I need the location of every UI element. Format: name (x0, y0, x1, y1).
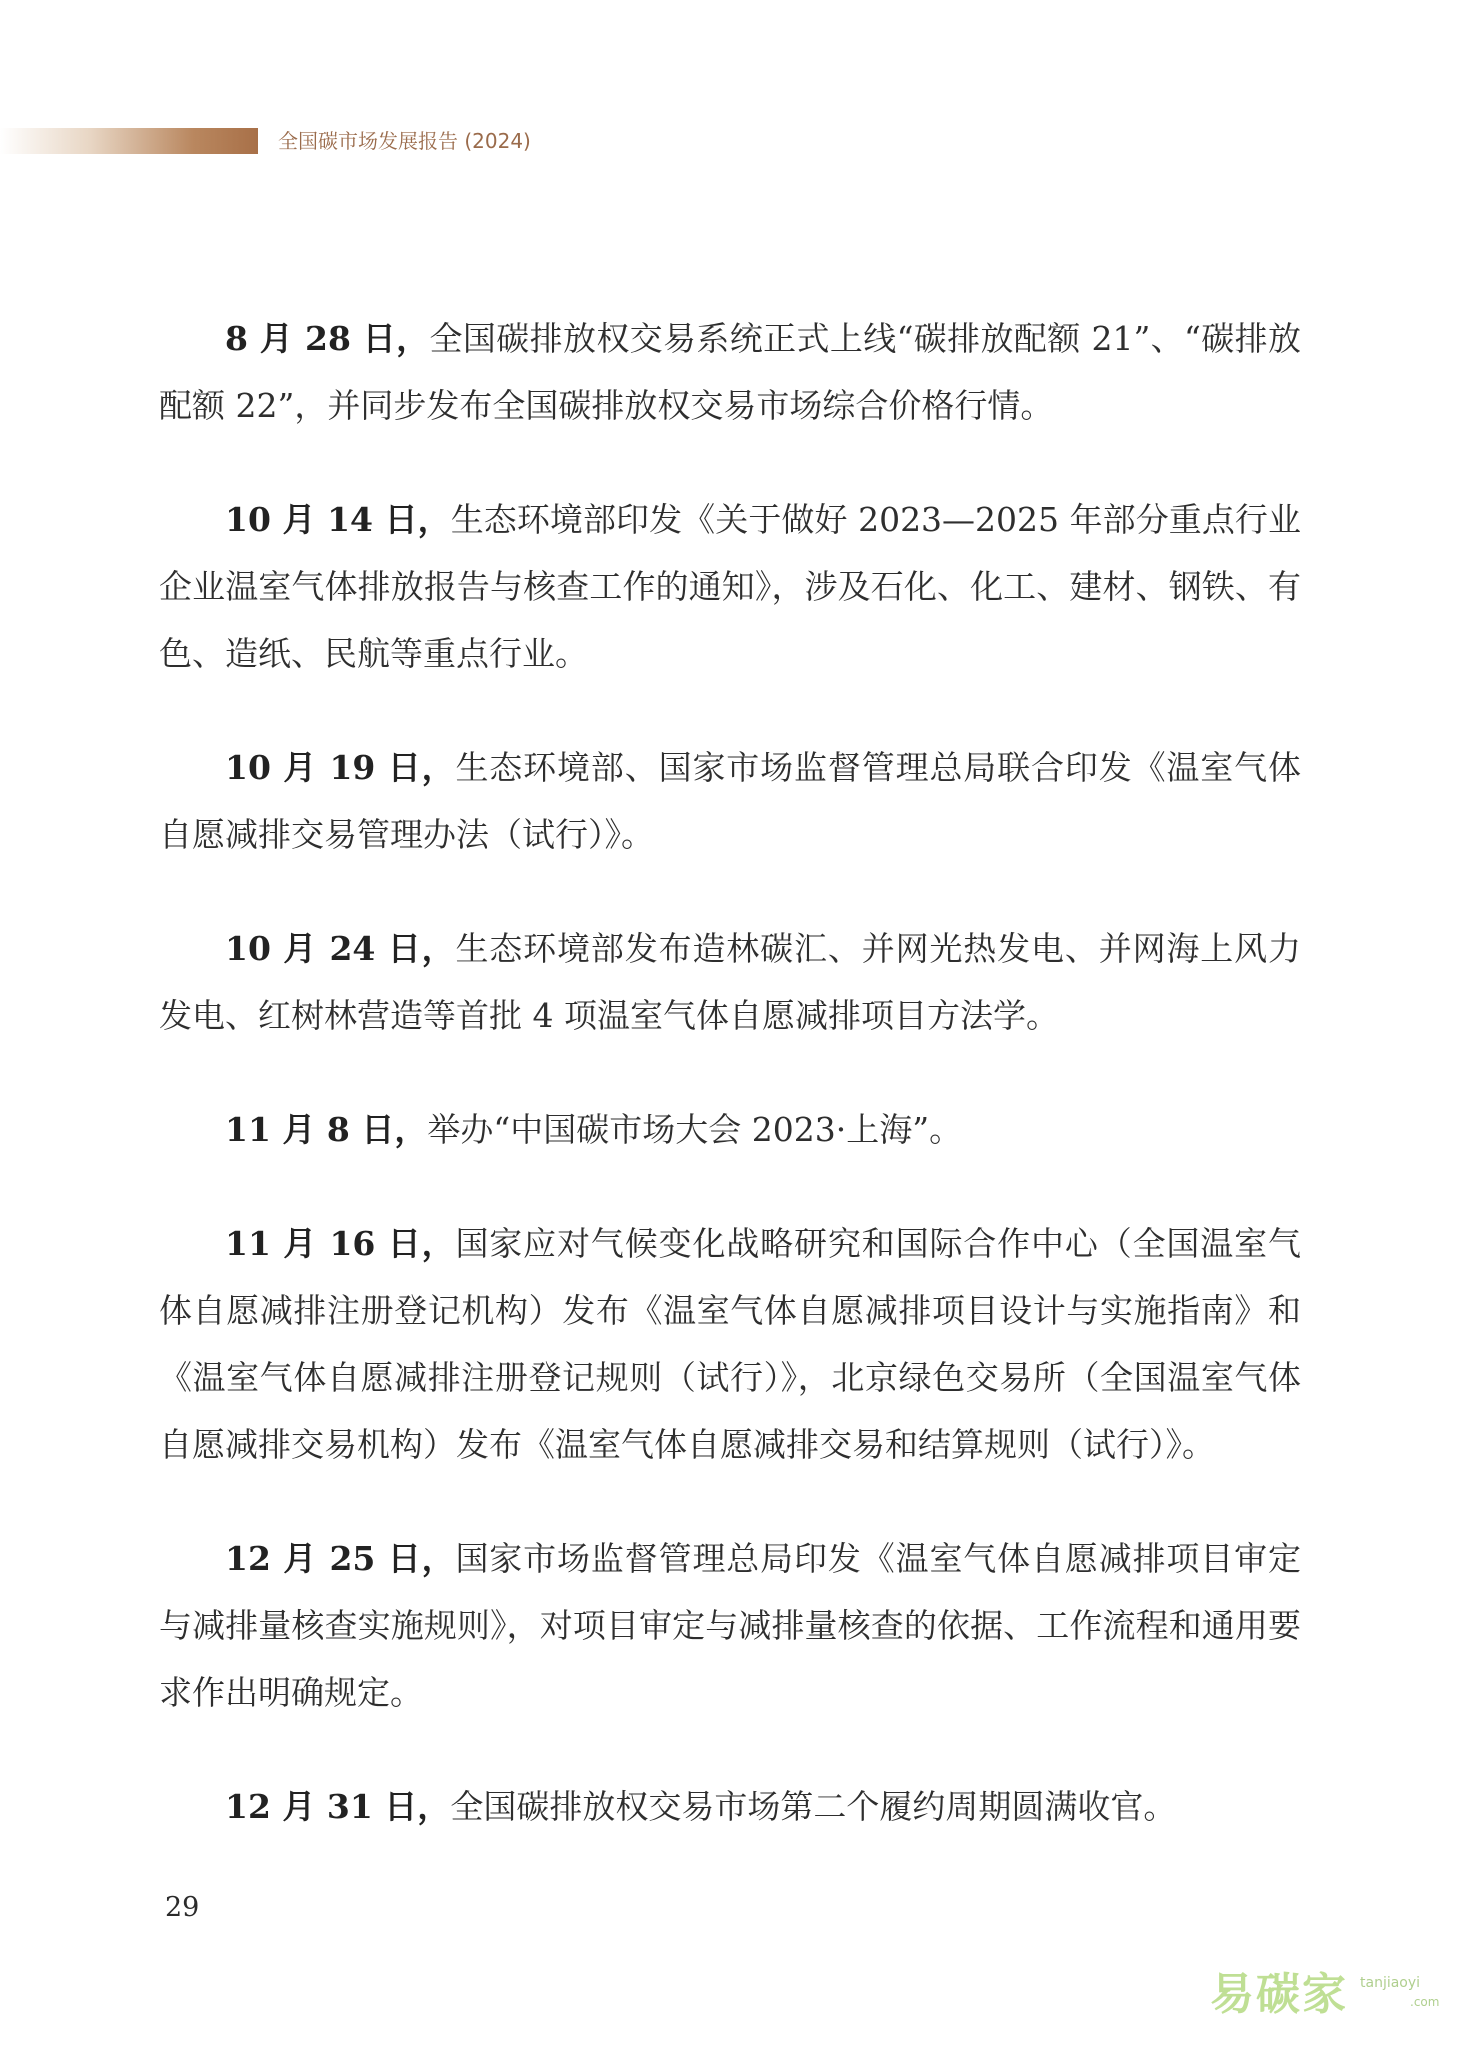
chronology-entry (159, 915, 1301, 1049)
entry-date: 12 月 25 日， (225, 1539, 456, 1578)
entry-date: 11 月 8 日， (225, 1110, 428, 1149)
watermark-domain: tanjiaoyi (1360, 1975, 1421, 1991)
chronology-entry (159, 486, 1301, 687)
entry-date: 10 月 24 日， (225, 929, 456, 968)
chronology-entry (159, 734, 1301, 868)
watermark-tld: .com (1410, 1995, 1440, 2009)
page-number: 29 (165, 1892, 200, 1923)
entry-text: 生态环境部、国家市场监督管理总局联合印发《温室气体自愿减排交易管理办法（试行）》。 (159, 748, 1302, 854)
entry-date: 10 月 14 日， (225, 500, 451, 539)
entry-date: 12 月 31 日， (225, 1787, 451, 1826)
header-accent-bar (0, 128, 258, 154)
entry-text: 全国碳排放权交易市场第二个履约周期圆满收官。 (450, 1787, 1177, 1826)
entry-text: 举办“中国碳市场大会 2023·上海”。 (427, 1110, 963, 1149)
entry-text: 全国碳排放权交易系统正式上线“碳排放配额 21”、“碳排放配额 22”，并同步发布全国碳排放权交易市场综合价格行情。 (159, 319, 1301, 425)
watermark-text: 易碳家 (1210, 1969, 1348, 2020)
entry-date: 11 月 16 日， (225, 1224, 456, 1263)
chronology-entry (159, 1210, 1301, 1478)
watermark-logo (1210, 1965, 1450, 2035)
entry-text: 国家应对气候变化战略研究和国际合作中心（全国温室气体自愿减排注册登记机构）发布《温室气体自愿减排项目设计与实施指南》和《温室气体自愿减排注册登记规则（试行）》，北京绿色交易所（全国温室气体自愿减排交易机构）发布《温室气体自愿减排交易和结算规则（试行）》。 (159, 1224, 1302, 1464)
chronology-entry (159, 1525, 1301, 1726)
entry-date: 8 月 28 日， (225, 319, 430, 358)
chronology-entry (159, 305, 1301, 439)
chronology-entry (159, 1773, 1301, 1840)
header-title: 全国碳市场发展报告 (2024) (278, 129, 531, 153)
chronology-content (159, 305, 1301, 1887)
entry-text: 生态环境部印发《关于做好 2023—2025 年部分重点行业企业温室气体排放报告与核查工作的通知》，涉及石化、化工、建材、钢铁、有色、造纸、民航等重点行业。 (159, 500, 1301, 673)
entry-date: 10 月 19 日， (225, 748, 456, 787)
entry-text: 国家市场监督管理总局印发《温室气体自愿减排项目审定与减排量核查实施规则》，对项目审定与减排量核查的依据、工作流程和通用要求作出明确规定。 (159, 1539, 1302, 1712)
chronology-entry (159, 1096, 1301, 1163)
entry-text: 生态环境部发布造林碳汇、并网光热发电、并网海上风力发电、红树林营造等首批 4 项温室气体自愿减排项目方法学。 (159, 929, 1302, 1035)
page-header (0, 126, 700, 156)
